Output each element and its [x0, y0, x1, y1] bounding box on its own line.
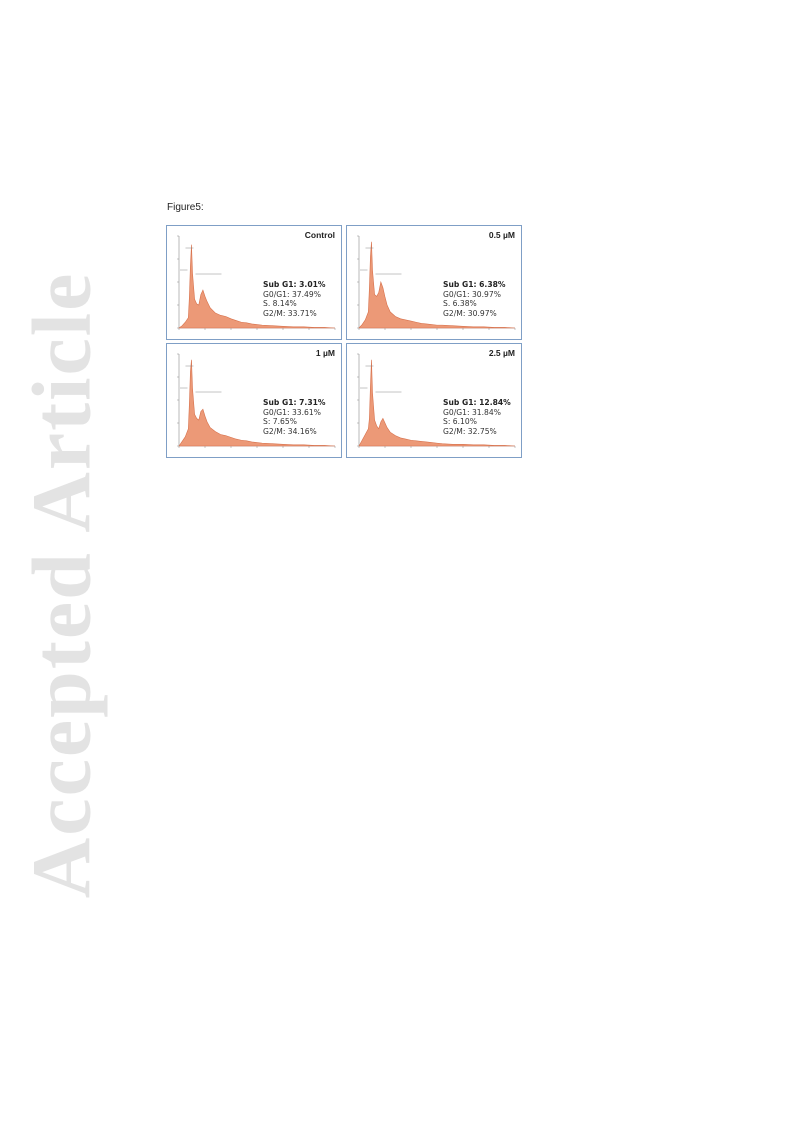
phase-stats	[443, 398, 511, 436]
phase-stats	[263, 398, 326, 436]
figure-label: Figure5:	[167, 202, 204, 213]
g0-g1-stat: G0/G1: 30.97%	[443, 289, 501, 299]
g2-m-stat: G2/M: 32.75%	[443, 426, 497, 436]
sub-g1-stat: Sub G1: 7.31%	[263, 398, 326, 407]
panel-title: 0.5 µM	[488, 230, 515, 240]
g2-m-stat: G2/M: 30.97%	[443, 308, 497, 318]
phase-stats	[263, 280, 326, 318]
panel-title: Control	[304, 230, 335, 240]
panel-title: 2.5 µM	[488, 348, 515, 358]
g2-m-stat: G2/M: 34.16%	[263, 426, 317, 436]
histogram-panel-0-5-um	[346, 225, 522, 340]
s-phase-stat: S. 6.38%	[443, 299, 477, 309]
g0-g1-stat: G0/G1: 37.49%	[263, 289, 321, 299]
histogram-panel-2-5-um	[346, 343, 522, 458]
cell-cycle-figure	[166, 225, 523, 458]
sub-g1-stat: Sub G1: 12.84%	[443, 398, 511, 407]
accepted-article-watermark: Accepted Article	[15, 271, 109, 899]
sub-g1-stat: Sub G1: 6.38%	[443, 280, 506, 289]
g0-g1-stat: G0/G1: 31.84%	[443, 407, 501, 417]
s-phase-stat: S. 8.14%	[263, 299, 297, 309]
sub-g1-stat: Sub G1: 3.01%	[263, 280, 326, 289]
phase-stats	[443, 280, 506, 318]
s-phase-stat: S: 7.65%	[263, 417, 297, 427]
panel-title: 1 µM	[315, 348, 335, 358]
g2-m-stat: G2/M: 33.71%	[263, 308, 317, 318]
g0-g1-stat: G0/G1: 33.61%	[263, 407, 321, 417]
s-phase-stat: S: 6.10%	[443, 417, 477, 427]
histogram-panel-control	[166, 225, 342, 340]
histogram-panel-1-um	[166, 343, 342, 458]
